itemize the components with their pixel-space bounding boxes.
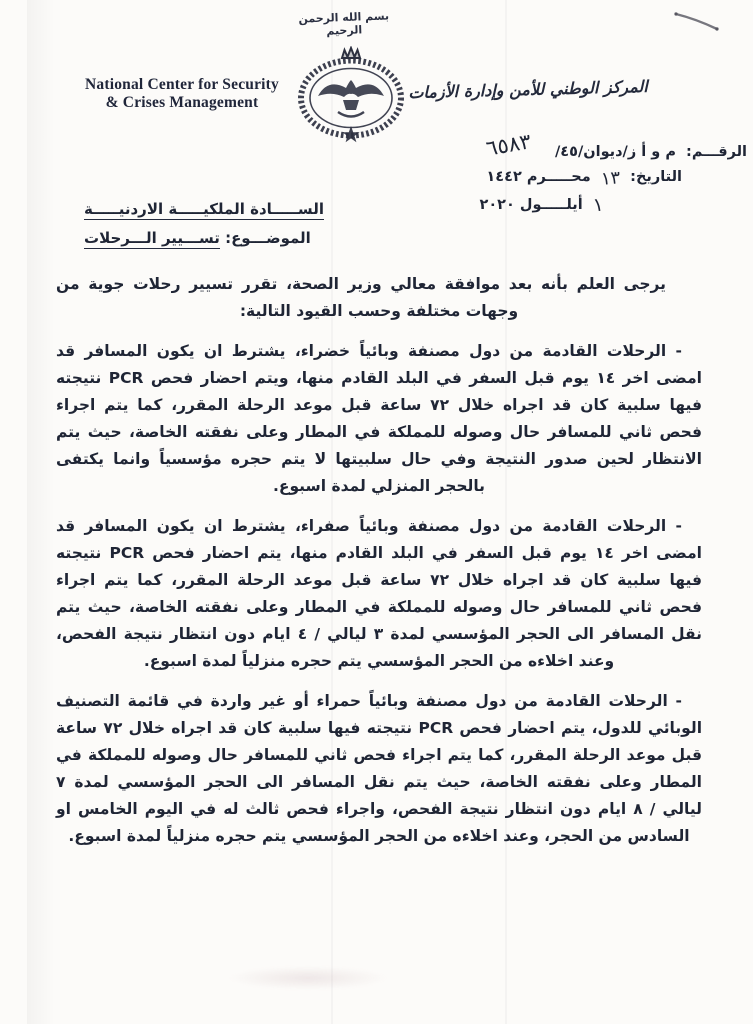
reference-date-label: التاريخ: <box>630 169 682 185</box>
royal-seal-logo-icon <box>296 46 406 146</box>
paragraph-green-countries: - الرحلات القادمة من دول مصنفة وبائياً خضراء، يشترط ان يكون المسافر قد امضى اخر ١٤ يوم قبل السفر في البلد القادم منها، ويتم احضار فحص PCR نتيجته فيها سلبية كان قد اجراه خلال ٧٢ ساعة قبل موعد الرحلة المقرر، كما يتم اجراء فحص ثاني للمسافر حال وصوله للمملكة في المطار وعلى نفقته الخاصة، حيث يتم الانتظار لحين صدور النتيجة وفي حال سلبيتها لا يتم حجره مؤسسياً وانما يكتفى بالحجر المنزلي لمدة اسبوع. <box>56 342 702 495</box>
subject-line <box>84 224 354 253</box>
reference-number-handwritten: ٦٥٨٣ <box>484 129 533 161</box>
bismillah-calligraphy: بسم الله الرحمن الرحيم <box>298 9 390 38</box>
paragraph-yellow-countries: - الرحلات القادمة من دول مصنفة وبائياً صفراء، يشترط ان يكون المسافر قد امضى اخر ١٤ يوم قبل السفر في البلد القادم منها، يتم احضار فحص PCR نتيجته فيها سلبية كان قد اجراه خلال ٧٢ ساعة قبل موعد الرحلة المقرر، كما يتم اجراء فحص ثاني للمسافر حال وصوله للمملكة في المطار وعلى نفقته الخاصة، حيث يتم نقل المسافر الى الحجر المؤسسي لمدة ٣ ليالي / ٤ ايام دون انتظار نتيجة الفحص، وعند اخلاءه من الحجر المؤسسي يتم حجره منزلياً لمدة اسبوع. <box>56 517 702 670</box>
paragraph-red-countries: - الرحلات القادمة من دول مصنفة وبائياً حمراء أو غير واردة في قائمة التصنيف الوبائي للدول، يتم احضار فحص PCR نتيجته فيها سلبية كان قد اجراه خلال ٧٢ ساعة قبل موعد الرحلة المقرر، كما يتم اجراء فحص ثاني للمسافر حال وصوله للمملكة في المطار وعلى نفقته الخاصة، حيث يتم نقل المسافر الى الحجر المؤسسي لمدة ٧ ليالي / ٨ ايام دون انتظار نتيجة الفحص، واجراء فحص ثالث له في اليوم الخامس او السادس من الحجر، وعند اخلاءه من الحجر المؤسسي يتم حجره منزلياً لمدة اسبوع. <box>56 692 703 845</box>
scan-smudge <box>228 966 388 990</box>
addressee-line <box>84 195 354 224</box>
reference-date-gregorian-line <box>474 192 605 217</box>
org-name-english-line2: & Crises Management <box>105 94 259 111</box>
addressee-name: الســـــادة الملكيـــــة الاردنيـــــة <box>84 200 324 218</box>
addressee-block <box>84 195 354 253</box>
pen-mark <box>668 6 728 38</box>
org-name-arabic-calligraphy: المركز الوطني للأمن وإدارة الأزمات <box>408 76 648 103</box>
org-name-english-line1: National Center for Security <box>84 76 279 93</box>
intro-paragraph: يرجى العلم بأنه بعد موافقة معالي وزير الصحة، تقرر تسيير رحلات جوية من وجهات مختلفة وحسب القيود التالية: <box>56 275 666 320</box>
hijri-day-handwritten: ١٣ <box>599 167 621 190</box>
subject-label: الموضـــوع: <box>219 229 311 247</box>
gregorian-month-year: أيلـــــول ٢٠٢٠ <box>479 197 583 213</box>
subject-value: تســـيير الـــرحلات <box>84 229 220 247</box>
reference-number-value: م و أ ز/ديوان/٤٥/ <box>554 144 676 160</box>
reference-number-line <box>481 129 747 161</box>
gregorian-day-handwritten: ١ <box>591 193 605 217</box>
org-name-english <box>46 76 318 112</box>
letter-body <box>56 271 702 863</box>
reference-number-label: الرقـــم: <box>686 144 747 160</box>
reference-date-hijri-line <box>481 165 682 190</box>
hijri-month-year: محـــــرم ١٤٤٢ <box>486 169 591 185</box>
scan-edge-shadow <box>27 0 55 1024</box>
